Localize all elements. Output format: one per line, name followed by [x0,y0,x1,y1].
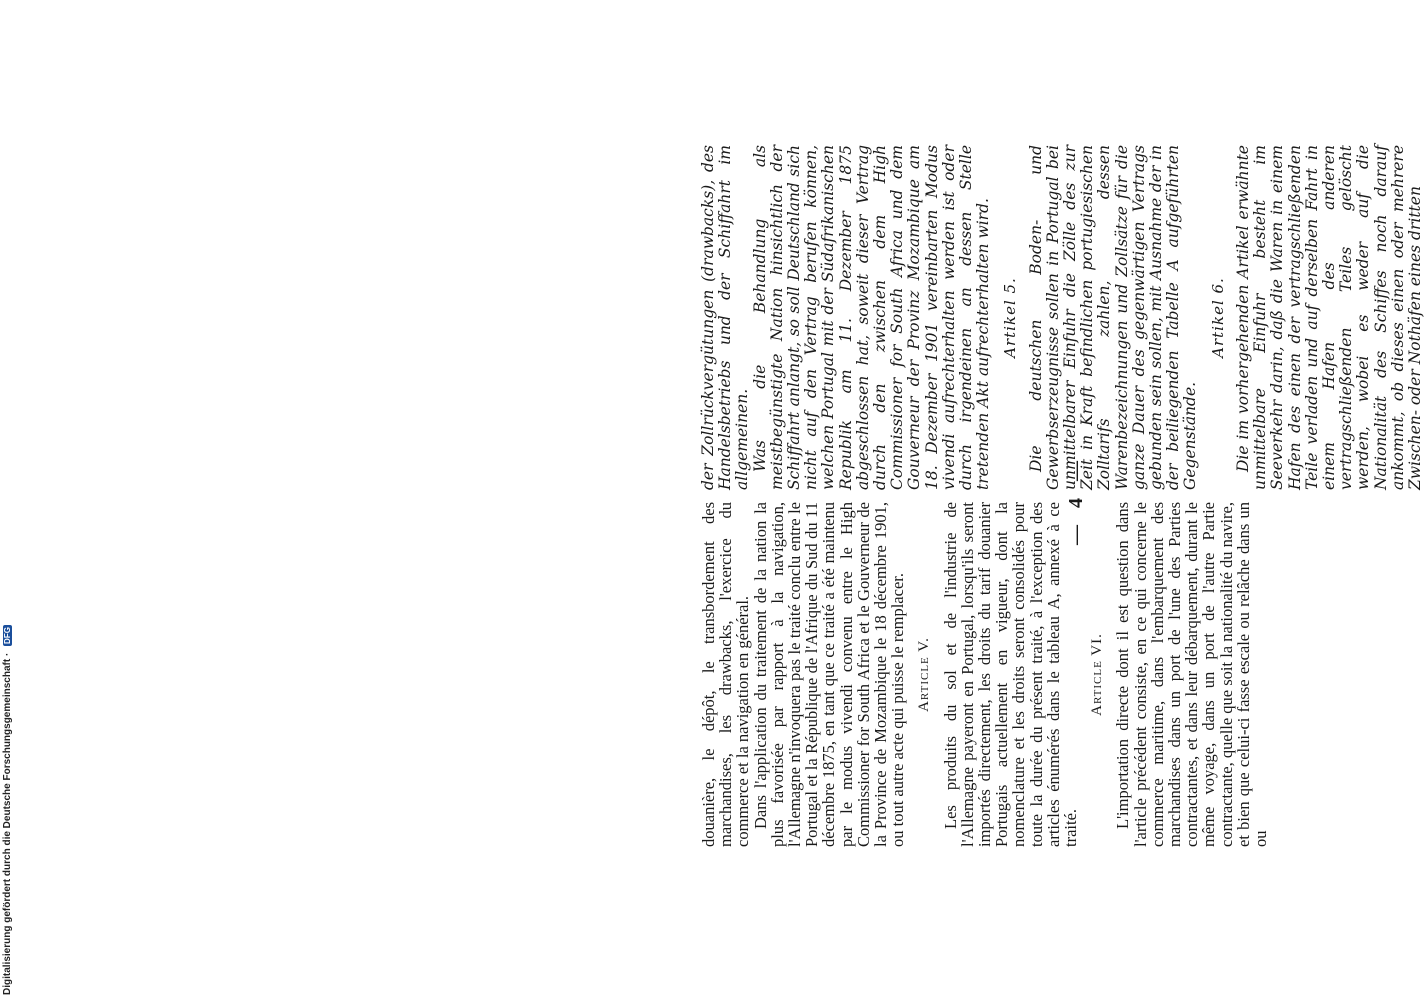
german-treatment-paragraph: Was die Behandlung als meistbegünstigte Nation hinsichtlich der Schiffahrt anlangt, so soll Deutschland sich nicht auf den Vertrag berufen können, welchen Portugal mit der Südafrikanischen Republik am 11. Dezember 1875 abgeschlossen hat, soweit dieser Vertrag durch den zwischen dem High Commissioner for South Africa und dem Gouverneur der Provinz Mozambique am 18. Dezember 1901 vereinbarten Modus vivendi aufrechterhalten werden ist oder durch irgendeinen an dessen Stelle tretenden Akt aufrechterhalten wird. [750,145,993,490]
french-article-5-text: Les produits du sol et de l'industrie de l'Allemagne payeront en Portugal, lorsqu'ils seront importés directement, les droits du tarif douanier Portugais actuellement en vigueur, dont la nomenclature et les droits seront consolidés pour toute la durée du présent traité, à l'exception des articles énumérés dans le tableau A, annexé à ce traité. [940,502,1081,847]
german-article-6-heading: Artikel 6. [1208,277,1227,358]
french-column [700,502,1269,847]
french-article-6-heading: Article VI. [1089,633,1106,716]
credit-text: Digitalisierung gefördert durch die Deutsche Forschungsgemeinschaft · [2,652,13,995]
french-treatment-paragraph: Dans l'application du traitement de la nation la plus favorisée par rapport à la navigation, l'Allemagne n'invoquera pas le traité conclu entre le Portugal et la République de l'Afrique du Sud du 11 décembre 1875, en tant que ce traité a été maintenu par le modus vivendi convenu entre le High Commissioner for South Africa et le Gouverneur de la Province de Mozambique le 18 décembre 1901, ou tout autre acte qui puisse le remplacer. [750,502,908,847]
german-article-5-text: Die deutschen Boden- und Gewerbserzeugnisse sollen in Portugal bei unmittelbarer Einfuhr die Zölle des zur Zeit in Kraft befindlichen portugiesischen Zolltarifs zahlen, dessen Warenbezeichnungen und Zollsätze für die ganze Dauer des gegenwärtigen Vertrags gebunden sein sollen, mit Ausnahme der in der beiliegenden Tabelle A aufgeführten Gegenstände. [1026,145,1200,490]
french-article-6-text: L'importation directe dont il est question dans l'article précédent consiste, en ce qui concerne le commerce maritime, dans l'embarquement des marchandises dans un port de l'une des Parties contractantes, et dans leur débarquement, durant le même voyage, dans un port de l'autre Partie contractante, quelle que soit la nationalité du navire, et bien que celui-ci fasse escale ou relâche dans un ou [1113,502,1271,847]
german-intro: der Zollrückvergütungen (drawbacks), des Handelsbetriebs und der Schiffahrt im allgemeinen. [699,145,752,490]
german-column [700,145,1424,490]
french-intro: douanière, le dépôt, le transbordement des marchandises, les drawbacks, l'exercice du commerce et la navigation en général. [699,502,753,847]
german-article-6-text: Die im vorhergehenden Artikel erwähnte unmittelbare Einfuhr besteht im Seeverkehr darin, daß die Waren in einem Hafen des einen der vertragschließenden Teile verladen und auf derselben Fahrt in einem Hafen des anderen vertragschließenden Teiles gelöscht werden, wobei es weder auf die Nationalität des Schiffes noch darauf ankommt, ob dieses einen oder mehrere Zwischen- oder Nothäfen eines dritten [1233,145,1424,490]
dfg-logo: DFG [3,627,12,644]
french-article-5-heading: Article V. [916,637,933,712]
page-number: — 4 — [1065,455,1087,545]
german-article-5-heading: Artikel 5. [1001,277,1020,358]
